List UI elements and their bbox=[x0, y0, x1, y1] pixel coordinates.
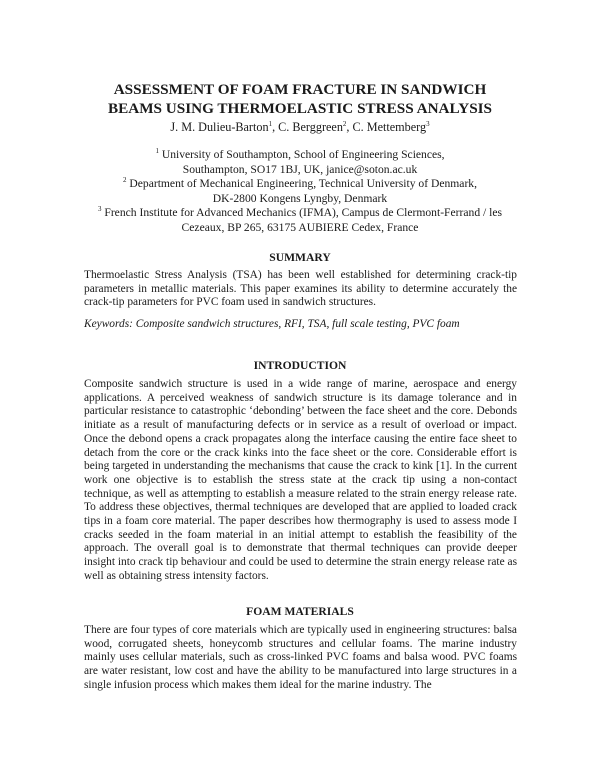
summary-text: Thermoelastic Stress Analysis (TSA) has been well established for determining crack-tip parameters in metallic materials. This paper examines its ability to determine accurately the crack-tip parameters for PVC foam used in sandwich structures. bbox=[84, 269, 517, 309]
introduction-text: Composite sandwich structure is used in a wide range of marine, aerospace and energy applications. A perceived weakness of sandwich structure is its damage tolerance and in particular resistance to catastrophic ‘debonding’ between the face sheet and the core. Debonds initiate as a result of manufacturing defects or in service as a result of overload or impact. Once the debond opens a crack propagates along the interface causing the entire face sheet to detach from the core or the crack kinks into the face sheet or the core. Considerable effort is being targeted in understanding the mechanisms that cause the crack to kink [1]. In the current work one objective is to establish the stress state at the crack tip using a non-contact technique, as well as attempting to establish a measure related to the strain energy release rate. To address these objectives, thermal techniques are developed that are applied to loaded crack tips in a foam core material. The paper describes how thermography is used to assess mode I cracks seeded in the foam material in an initial attempt to establish the feasibility of the approach. The overall goal is to demonstrate that thermal techniques can provide deeper insight into crack tip behaviour and could be used to determine the strain energy release rate as well as obtaining stress intensity factors. bbox=[84, 378, 517, 582]
author-affiliation-marker: 1 bbox=[268, 119, 273, 128]
author-name: C. Berggreen bbox=[278, 120, 343, 134]
foam-materials-text: There are four types of core materials which are typically used in engineering structures: balsa wood, corrugated sheets, honeycomb structures and cellular foams. The marine industry mainly uses cellular materials, such as cross-linked PVC foams and balsa wood. PVC foams are water resistant, low cost and have the ability to be manufactured into large structures in a single infusion process which makes them ideal for the marine industry. The bbox=[84, 624, 517, 691]
author-name: J. M. Dulieu-Barton bbox=[170, 120, 269, 134]
summary-heading: SUMMARY bbox=[269, 251, 331, 264]
author-affiliation-marker: 2 bbox=[342, 119, 347, 128]
affiliation-1: $^1$ University of Southampton, School of Engineering Sciences, Southampton, SO17 1BJ, UK, janice@soton.ac.uk bbox=[155, 147, 445, 176]
keywords: Keywords: Composite sandwich structures, RFI, TSA, full scale testing, PVC foam bbox=[84, 318, 460, 330]
title-line-1: ASSESSMENT OF FOAM FRACTURE IN SANDWICH bbox=[113, 81, 487, 98]
title-line-2: BEAMS USING THERMOELASTIC STRESS ANALYSIS bbox=[107, 100, 493, 117]
foam-materials-heading: FOAM MATERIALS bbox=[246, 605, 354, 618]
affiliation-2: $^2$ Department of Mechanical Engineering, Technical University of Denmark, DK-2800 Kongens Lyngby, Denmark bbox=[122, 176, 478, 205]
affiliation-3: $^3$ French Institute for Advanced Mechanics (IFMA), Campus de Clermont-Ferrand / les Cezeaux, BP 265, 63175 AUBIERE Cedex, France bbox=[97, 205, 503, 234]
author-name: C. Mettemberg bbox=[352, 120, 427, 134]
author-affiliation-marker: 3 bbox=[426, 119, 430, 128]
paper-title bbox=[60, 80, 540, 118]
author-list: J. M. Dulieu-Barton$^1$, C. Berggreen$^2$, C. Mettemberg$^3$ bbox=[170, 119, 430, 134]
introduction-heading: INTRODUCTION bbox=[253, 359, 347, 372]
